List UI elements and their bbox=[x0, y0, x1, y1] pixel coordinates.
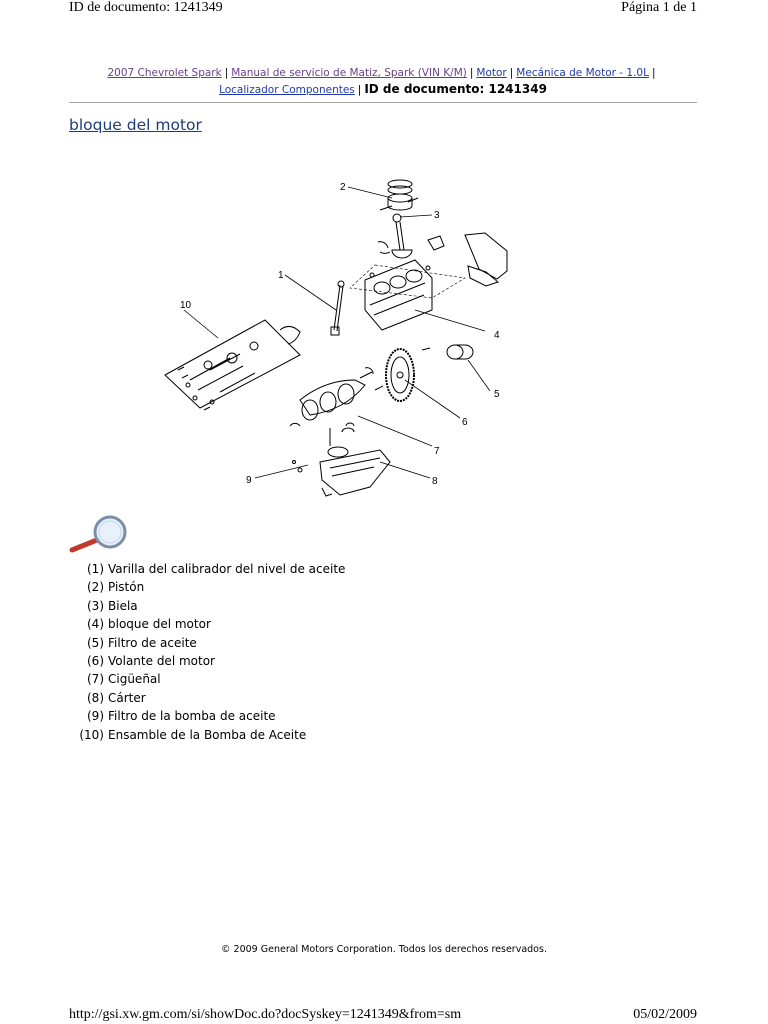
item-number: (10) bbox=[79, 727, 104, 742]
list-item bbox=[72, 560, 345, 578]
print-doc-id: ID de documento: 1241349 bbox=[69, 0, 223, 15]
item-number: (5) bbox=[87, 635, 104, 650]
callout-6: 6 bbox=[462, 417, 468, 428]
timing-cover-drawing bbox=[428, 233, 507, 286]
parts-list bbox=[72, 560, 345, 744]
item-number: (6) bbox=[87, 654, 104, 669]
breadcrumb-link-locator[interactable]: Localizador Componentes bbox=[219, 84, 355, 96]
callout-10: 10 bbox=[180, 300, 192, 311]
callout-3: 3 bbox=[434, 210, 440, 221]
crankshaft-drawing bbox=[290, 368, 383, 426]
print-date: 05/02/2009 bbox=[633, 1007, 697, 1022]
oil-filter-drawing bbox=[422, 345, 473, 359]
print-page-number: Página 1 de 1 bbox=[621, 0, 697, 15]
list-item bbox=[72, 689, 345, 707]
item-label: Varilla del calibrador del nivel de aceite bbox=[108, 562, 346, 576]
item-number: (1) bbox=[87, 562, 104, 576]
list-item bbox=[72, 615, 345, 633]
callout-labels bbox=[180, 182, 500, 487]
list-item bbox=[72, 707, 345, 725]
callout-2: 2 bbox=[340, 182, 346, 193]
breadcrumb-doc-id: ID de documento: 1241349 bbox=[364, 82, 547, 96]
magnifier-icon[interactable] bbox=[68, 514, 130, 556]
breadcrumb-separator: | bbox=[224, 67, 229, 79]
copyright-notice: © 2009 General Motors Corporation. Todos los derechos reservados. bbox=[221, 944, 547, 955]
list-item bbox=[72, 670, 345, 688]
item-label: Filtro de aceite bbox=[108, 635, 197, 650]
item-label: Volante del motor bbox=[108, 654, 215, 669]
breadcrumb-separator: | bbox=[651, 67, 656, 79]
breadcrumb bbox=[69, 65, 697, 98]
flywheel-drawing bbox=[386, 349, 414, 401]
oil-pump-assembly-drawing bbox=[165, 320, 300, 410]
item-number: (4) bbox=[87, 617, 104, 632]
item-label: Cárter bbox=[108, 690, 146, 705]
item-label: bloque del motor bbox=[108, 617, 211, 632]
print-footer bbox=[69, 1007, 697, 1023]
callout-1: 1 bbox=[278, 270, 284, 281]
callout-5: 5 bbox=[494, 389, 500, 400]
item-label: Filtro de la bomba de aceite bbox=[108, 709, 276, 724]
print-header bbox=[69, 0, 697, 18]
list-item bbox=[72, 597, 345, 615]
page-title: bloque del motor bbox=[69, 116, 202, 134]
breadcrumb-link-motor[interactable]: Motor bbox=[476, 67, 507, 79]
item-label: Cigüeñal bbox=[108, 672, 161, 687]
breadcrumb-separator: | bbox=[469, 67, 474, 79]
divider bbox=[69, 102, 697, 103]
leader-lines bbox=[184, 187, 490, 478]
item-number: (7) bbox=[87, 672, 104, 687]
callout-9: 9 bbox=[246, 475, 252, 486]
callout-4: 4 bbox=[494, 330, 500, 341]
item-number: (3) bbox=[87, 598, 104, 613]
connecting-rod-drawing bbox=[378, 214, 412, 258]
item-label: Biela bbox=[108, 598, 138, 613]
item-number: (9) bbox=[87, 709, 104, 724]
list-item bbox=[72, 634, 345, 652]
list-item bbox=[72, 726, 345, 744]
callout-8: 8 bbox=[432, 476, 438, 487]
breadcrumb-link-model[interactable]: 2007 Chevrolet Spark bbox=[107, 67, 222, 79]
breadcrumb-separator: | bbox=[509, 67, 514, 79]
callout-7: 7 bbox=[434, 446, 440, 457]
engine-block-diagram bbox=[160, 170, 510, 510]
breadcrumb-link-mechanics[interactable]: Mecánica de Motor - 1.0L bbox=[516, 67, 649, 79]
oil-strainer-drawing bbox=[328, 423, 354, 457]
breadcrumb-link-manual[interactable]: Manual de servicio de Matiz, Spark (VIN K/M) bbox=[231, 67, 467, 79]
item-label: Ensamble de la Bomba de Aceite bbox=[108, 727, 307, 742]
breadcrumb-separator: | bbox=[357, 84, 362, 96]
print-url: http://gsi.xw.gm.com/si/showDoc.do?docSyskey=1241349&from=sm bbox=[69, 1007, 462, 1022]
item-number: (2) bbox=[87, 580, 104, 595]
list-item bbox=[72, 652, 345, 670]
list-item bbox=[72, 578, 345, 596]
item-number: (8) bbox=[87, 690, 104, 705]
item-label: Pistón bbox=[108, 580, 145, 595]
piston-drawing bbox=[380, 180, 418, 210]
